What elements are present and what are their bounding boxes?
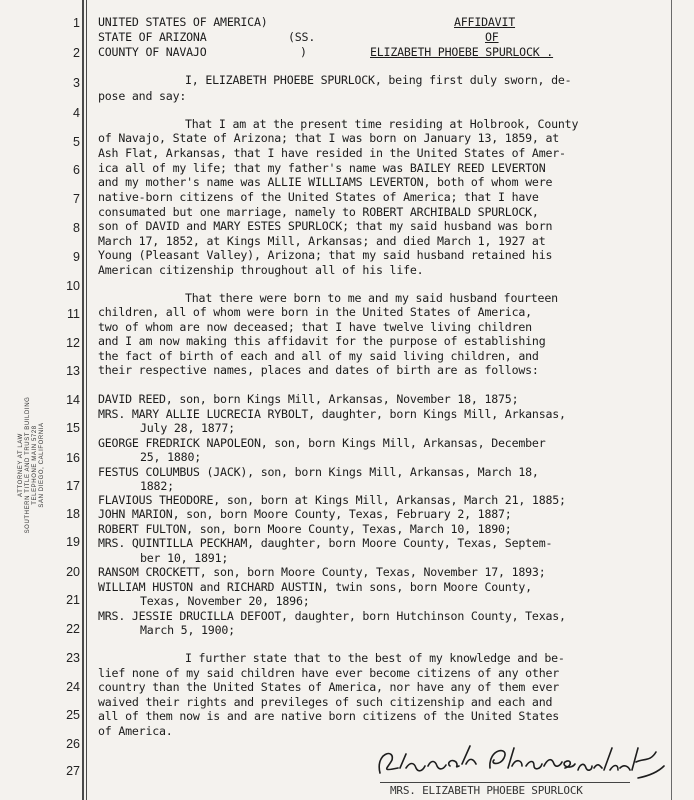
child-entry: July 28, 1877; [140, 421, 235, 435]
line-number: 3 [73, 76, 80, 90]
line-number: 18 [66, 507, 80, 521]
child-entry: 25, 1880; [140, 450, 202, 464]
document-title-of: OF [485, 30, 499, 44]
line-number: 16 [66, 451, 80, 465]
body-line: country than the United States of America, nor have any of them ever [98, 680, 560, 694]
body-line: and my mother's name was ALLIE WILLIAMS LEVERTON, both of whom were [98, 175, 553, 189]
margin-rule-left-inner [86, 0, 87, 800]
attorney-stamp [18, 370, 46, 560]
body-line: pose and say: [98, 89, 187, 103]
body-line: two of whom are now deceased; that I have twelve living children [98, 320, 532, 334]
child-entry: MRS. QUINTILLA PECKHAM, daughter, born Moore County, Texas, Septem- [98, 536, 553, 550]
child-entry: ber 10, 1891; [140, 551, 229, 565]
body-line: American citizenship throughout all of his life. [98, 263, 424, 277]
margin-rule-left [82, 0, 84, 800]
line-number: 21 [66, 593, 80, 607]
line-number: 4 [73, 106, 80, 120]
body-line: I, ELIZABETH PHOEBE SPURLOCK, being first duly sworn, de- [185, 73, 572, 87]
child-entry: WILLIAM HUSTON and RICHARD AUSTIN, twin sons, born Moore County, [98, 580, 532, 594]
line-number: 1 [73, 16, 80, 30]
line-number: 7 [73, 192, 80, 206]
caption-ss: (SS. [288, 30, 316, 44]
line-number: 11 [67, 307, 80, 321]
body-line: March 17, 1852, at Kings Mill, Arkansas; and died March 1, 1927 at [98, 234, 546, 248]
affiant-name-heading: ELIZABETH PHOEBE SPURLOCK . [370, 45, 554, 59]
caption-state: STATE OF ARIZONA [98, 30, 207, 44]
body-line: That there were born to me and my said husband fourteen [185, 291, 558, 305]
line-number: 8 [73, 221, 80, 235]
line-number: 14 [66, 393, 80, 407]
line-number: 23 [66, 651, 80, 665]
body-line: their respective names, places and dates of birth are as follows: [98, 363, 539, 377]
child-entry: FLAVIOUS THEODORE, son, born at Kings Mill, Arkansas, March 21, 1885; [98, 493, 566, 507]
body-line: the fact of birth of each and all of my said living children, and [98, 349, 539, 363]
body-line: Ash Flat, Arkansas, that I have resided in the United States of Amer- [98, 146, 566, 160]
line-number: 20 [66, 565, 80, 579]
child-entry: MRS. MARY ALLIE LUCRECIA RYBOLT, daughter, born Kings Mill, Arkansas, [98, 407, 566, 421]
line-number: 15 [66, 421, 80, 435]
child-entry: Texas, November 20, 1896; [140, 594, 310, 608]
line-number: 24 [66, 680, 80, 694]
stamp-line: TELEPHONE MAIN 5728 [32, 425, 38, 505]
body-line: all of them now is and are native born citizens of the United States [98, 709, 560, 723]
line-number: 13 [66, 364, 80, 378]
child-entry: MRS. JESSIE DRUCILLA DEFOOT, daughter, born Hutchinson County, Texas, [98, 609, 566, 623]
body-line: native-born citizens of the United States of America; that I have [98, 190, 539, 204]
body-line: waived their rights and previleges of such citizenship and each and [98, 695, 553, 709]
signature-line [380, 782, 630, 783]
line-number: 2 [73, 46, 80, 60]
child-entry: 1882; [140, 479, 174, 493]
body-line: of Navajo, State of Arizona; that I was born on January 13, 1859, at [98, 131, 560, 145]
line-number: 27 [66, 764, 80, 778]
child-entry: JOHN MARION, son, born Moore County, Texas, February 2, 1887; [98, 507, 512, 521]
child-entry: GEORGE FREDRICK NAPOLEON, son, born Kings Mill, Arkansas, December [98, 436, 546, 450]
line-number: 6 [73, 163, 80, 177]
line-number: 10 [66, 279, 80, 293]
caption-country: UNITED STATES OF AMERICA) [98, 15, 268, 29]
line-number: 22 [66, 622, 80, 636]
document-title: AFFIDAVIT [454, 15, 516, 29]
line-number: 19 [66, 535, 80, 549]
line-number: 26 [66, 737, 80, 751]
body-line: consumated but one marriage, namely to ROBERT ARCHIBALD SPURLOCK, [98, 205, 539, 219]
child-entry: RANSOM CROCKETT, son, born Moore County, Texas, November 17, 1893; [98, 565, 546, 579]
caption-paren: ) [300, 45, 307, 59]
body-line: I further state that to the best of my knowledge and be- [185, 651, 565, 665]
signature-text: Elizabeth Phoebe Spurlock [370, 738, 386, 739]
child-entry: ROBERT FULTON, son, born Moore County, Texas, March 10, 1890; [98, 522, 512, 536]
body-line: lief none of my said children have ever become citizens of any other [98, 666, 560, 680]
line-number: 17 [66, 479, 80, 493]
body-line: and I am now making this affidavit for the purpose of establishing [98, 334, 546, 348]
child-entry: March 5, 1900; [140, 623, 235, 637]
stamp-line: SOUTHERN TITLE AND TRUST BUILDING [25, 396, 31, 534]
child-entry: FESTUS COLUMBUS (JACK), son, born Kings Mill, Arkansas, March 18, [98, 465, 539, 479]
child-entry: DAVID REED, son, born Kings Mill, Arkansas, November 18, 1875; [98, 392, 519, 406]
body-line: children, all of whom were born in the United States of America, [98, 305, 532, 319]
typed-signature-name: MRS. ELIZABETH PHOEBE SPURLOCK [390, 784, 583, 797]
stamp-line: ATTORNEY AT LAW [18, 433, 24, 497]
body-line: son of DAVID and MARY ESTES SPURLOCK; that my said husband was born [98, 219, 553, 233]
line-number: 5 [73, 135, 80, 149]
line-number: 9 [73, 250, 80, 264]
handwritten-signature [370, 738, 670, 788]
caption-county: COUNTY OF NAVAJO [98, 45, 207, 59]
line-number: 12 [66, 336, 80, 350]
line-number: 25 [66, 708, 80, 722]
body-line: Young (Pleasant Valley), Arizona; that my said husband retained his [98, 248, 553, 262]
stamp-line: SAN DIEGO, CALIFORNIA [39, 422, 45, 508]
margin-rule-right [671, 0, 672, 800]
body-line: That I am at the present time residing at Holbrook, County [185, 117, 579, 131]
body-line: of America. [98, 724, 173, 738]
body-line: ica all of my life; that my father's name was BAILEY REED LEVERTON [98, 161, 546, 175]
